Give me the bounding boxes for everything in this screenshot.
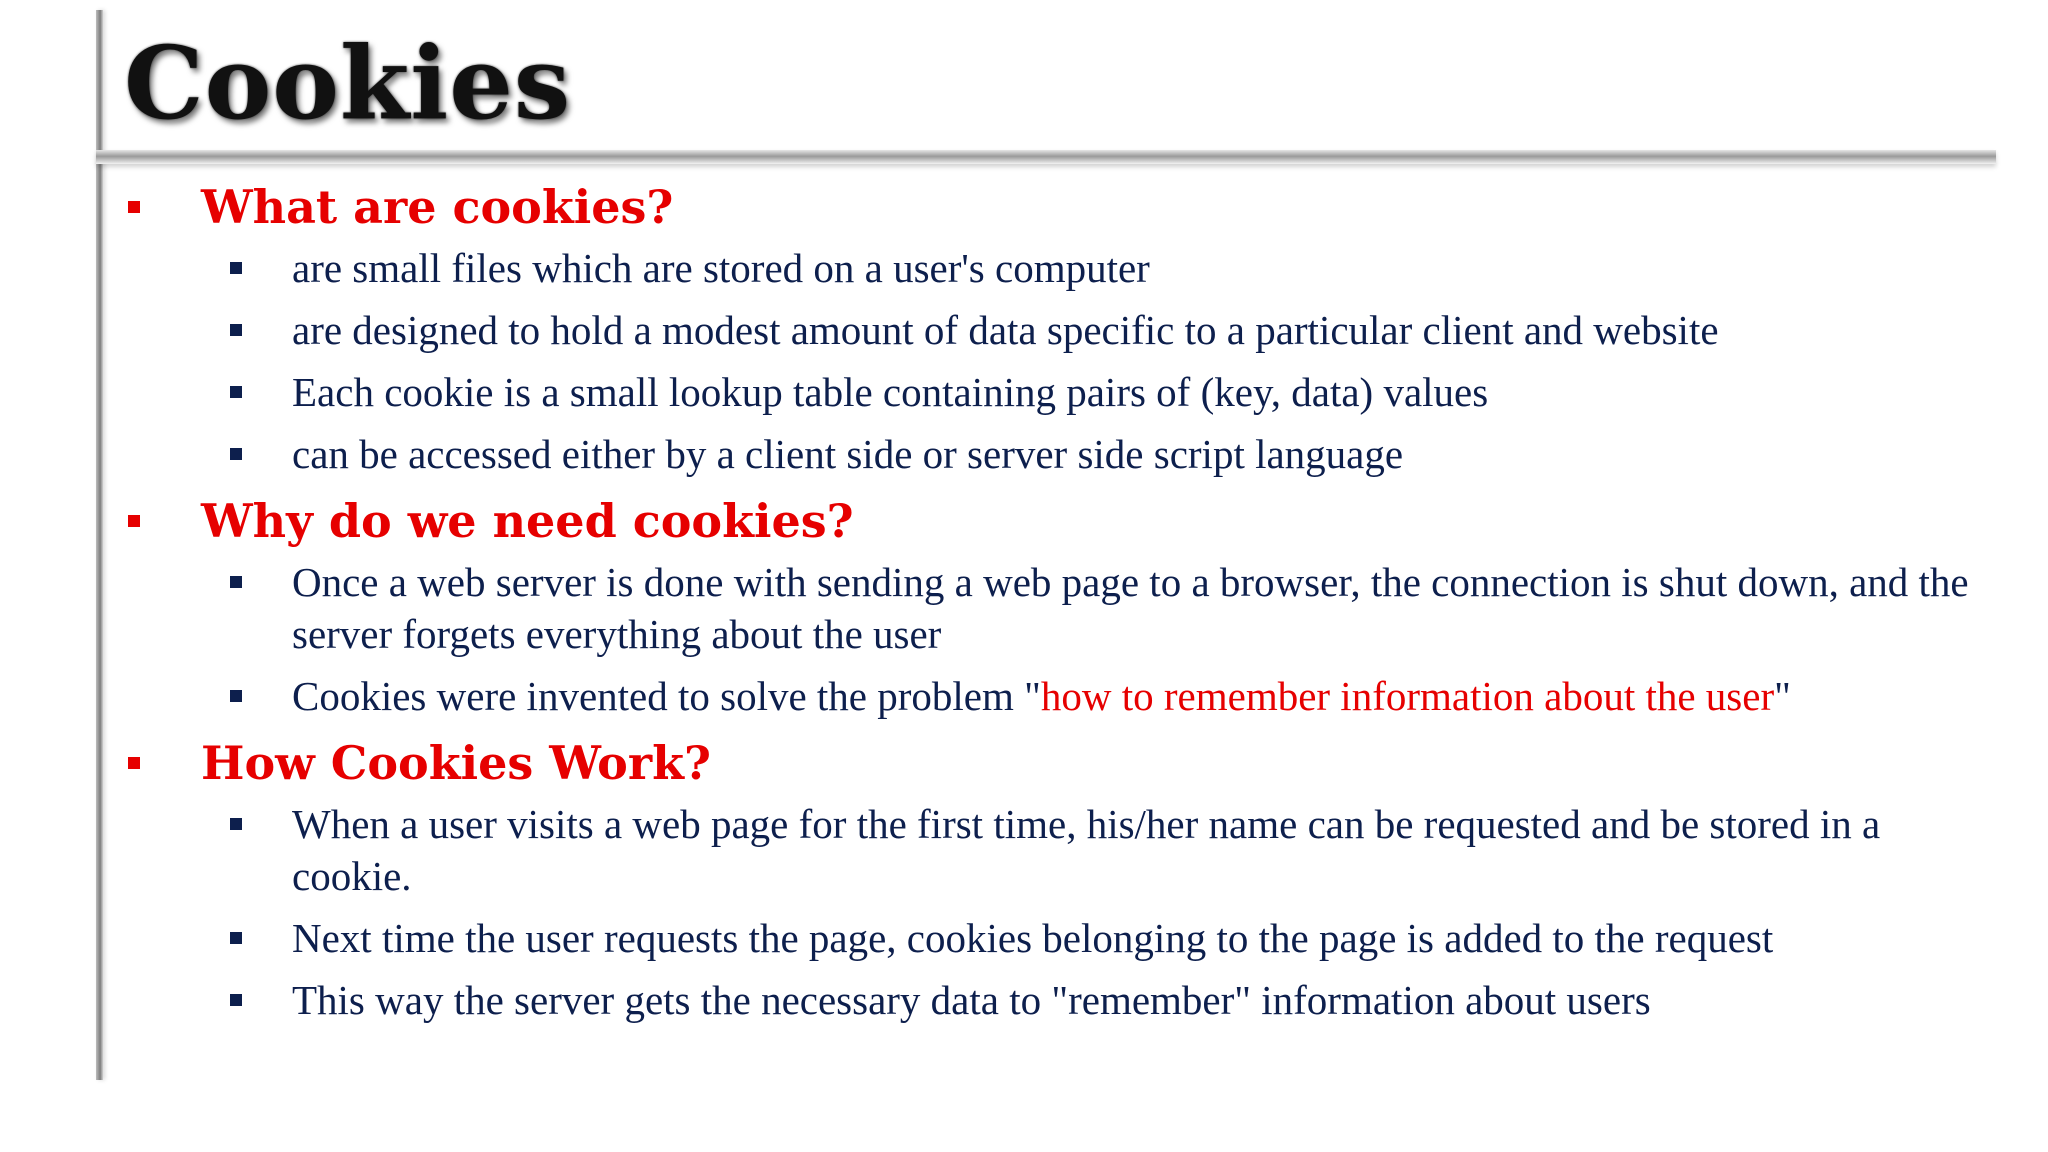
list-item [124,912,1994,964]
square-bullet-icon [128,201,140,213]
square-bullet-icon [230,994,242,1006]
list-item [124,798,1994,902]
list-item-text: Next time the user requests the page, cookies belonging to the page is added to the request [292,915,1774,961]
square-bullet-icon [230,818,242,830]
square-bullet-icon [230,690,242,702]
list-item [124,974,1994,1026]
square-bullet-icon [128,757,140,769]
title-divider [96,150,1996,164]
list-item [124,242,1994,294]
square-bullet-icon [230,576,242,588]
section-heading-how-cookies-work [124,732,1994,794]
list-item-text: can be accessed either by a client side or server side script language [292,431,1404,477]
square-bullet-icon [230,262,242,274]
section-heading-text: What are cookies? [201,180,674,234]
list-item-text: are designed to hold a modest amount of data specific to a particular client and website [292,307,1719,353]
square-bullet-icon [128,515,140,527]
square-bullet-icon [230,932,242,944]
list-item [124,304,1994,356]
list-item-text: are small files which are stored on a user's computer [292,245,1150,291]
list-item-text: Once a web server is done with sending a web page to a browser, the connection is shut down, and the server forgets everything about the user [292,559,1969,657]
slide-frame-left-border [96,10,103,1080]
list-item-text: This way the server gets the necessary data to "remember" information about users [292,977,1651,1023]
list-item-text: Each cookie is a small lookup table containing pairs of (key, data) values [292,369,1489,415]
slide-content [124,176,1994,1036]
list-item-text-prefix: Cookies were invented to solve the problem " [292,673,1041,719]
slide-title: Cookies [124,24,572,142]
list-item [124,670,1994,722]
section-heading-text: Why do we need cookies? [201,494,854,548]
list-item-text: When a user visits a web page for the first time, his/her name can be requested and be stored in a cookie. [292,801,1881,899]
section-heading-what-are-cookies [124,176,1994,238]
square-bullet-icon [230,386,242,398]
section-heading-text: How Cookies Work? [201,736,711,790]
square-bullet-icon [230,324,242,336]
highlighted-phrase: how to remember information about the user [1040,673,1775,719]
list-item-text-suffix: " [1774,673,1791,719]
list-item [124,556,1994,660]
list-item [124,428,1994,480]
section-heading-why-do-we-need-cookies [124,490,1994,552]
square-bullet-icon [230,448,242,460]
list-item [124,366,1994,418]
